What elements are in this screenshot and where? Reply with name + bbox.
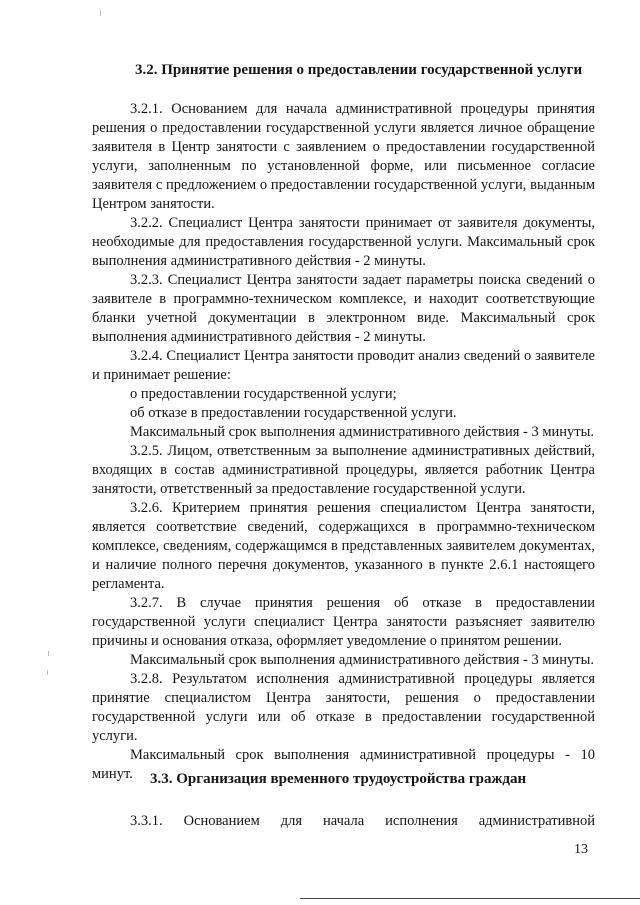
paragraph-3-2-3: 3.2.3. Специалист Центра занятости задает параметры поиска сведений о заявителе в программно-техническом комплексе, и находит соответствующие бланки учетной документации в электронном виде. Максимальный срок выполнения административного действия - 2 минуты. (92, 272, 595, 345)
section-heading-3-3: 3.3. Организация временного трудоустройства граждан (150, 771, 527, 787)
section-heading-3-2: 3.2. Принятие решения о предоставлении государственной услуги (135, 62, 583, 78)
paragraph-3-3-1: 3.3.1. Основанием для начала исполнения административной (130, 813, 595, 829)
paragraph-max-time-10: Максимальный срок выполнения административной процедуры - 10 минут. (92, 747, 595, 782)
paragraph-3-2-7: 3.2.7. В случае принятия решения об отказе в предоставлении государственной услуги специалист Центра занятости разъясняет заявителю причины и основания отказа, оформляет уведомление о принятом решении. (92, 595, 595, 649)
scan-speck (48, 651, 49, 656)
decision-option-grant: о предоставлении государственной услуги; (130, 386, 397, 402)
scan-speck (47, 670, 48, 675)
paragraph-3-2-5: 3.2.5. Лицом, ответственным за выполнение административных действий, входящих в состав административной процедуры, является работник Центра занятости, ответственный за предоставление государственной услуги. (92, 443, 595, 497)
scan-edge-line (300, 898, 640, 899)
paragraph-3-2-8: 3.2.8. Результатом исполнения административной процедуры является принятие специалистом Центра занятости, решения о предоставлении государственной услуги или об отказе в предоставлении государственной услуги. (92, 671, 595, 744)
section-3-3-body (92, 812, 595, 831)
paragraph-3-2-2: 3.2.2. Специалист Центра занятости принимает от заявителя документы, необходимые для предоставления государственной услуги. Максимальный срок выполнения административного действия - 2 минуты. (92, 215, 595, 269)
paragraph-max-time-3: Максимальный срок выполнения административного действия - 3 минуты. (130, 424, 595, 440)
page-number: 13 (574, 842, 588, 857)
decision-option-refuse: об отказе в предоставлении государственной услуги. (130, 405, 457, 421)
paragraph-3-2-6: 3.2.6. Критерием принятия решения специалистом Центра занятости, является соответствие сведений, содержащихся в программно-техническом комплексе, сведениям, содержащимся в представленных заявителем документах, и наличие полного перечня документов, указанного в пункте 2.6.1 настоящего регламента. (92, 500, 595, 592)
paragraph-3-2-1: 3.2.1. Основанием для начала административной процедуры принятия решения о предоставлении государственной услуги является личное обращение заявителя в Центр занятости с заявлением о предоставлении государственной услуги, заполненным по установленной форме, или письменное согласие заявителя с предложением о предоставлении государственной услуги, выданным Центром занятости. (92, 101, 595, 212)
paragraph-3-2-4: 3.2.4. Специалист Центра занятости проводит анализ сведений о заявителе и принимает решение: (92, 348, 595, 383)
section-3-2-body (92, 100, 595, 784)
paragraph-max-time-3b: Максимальный срок выполнения административного действия - 3 минуты. (130, 652, 595, 668)
scan-speck (100, 10, 101, 16)
